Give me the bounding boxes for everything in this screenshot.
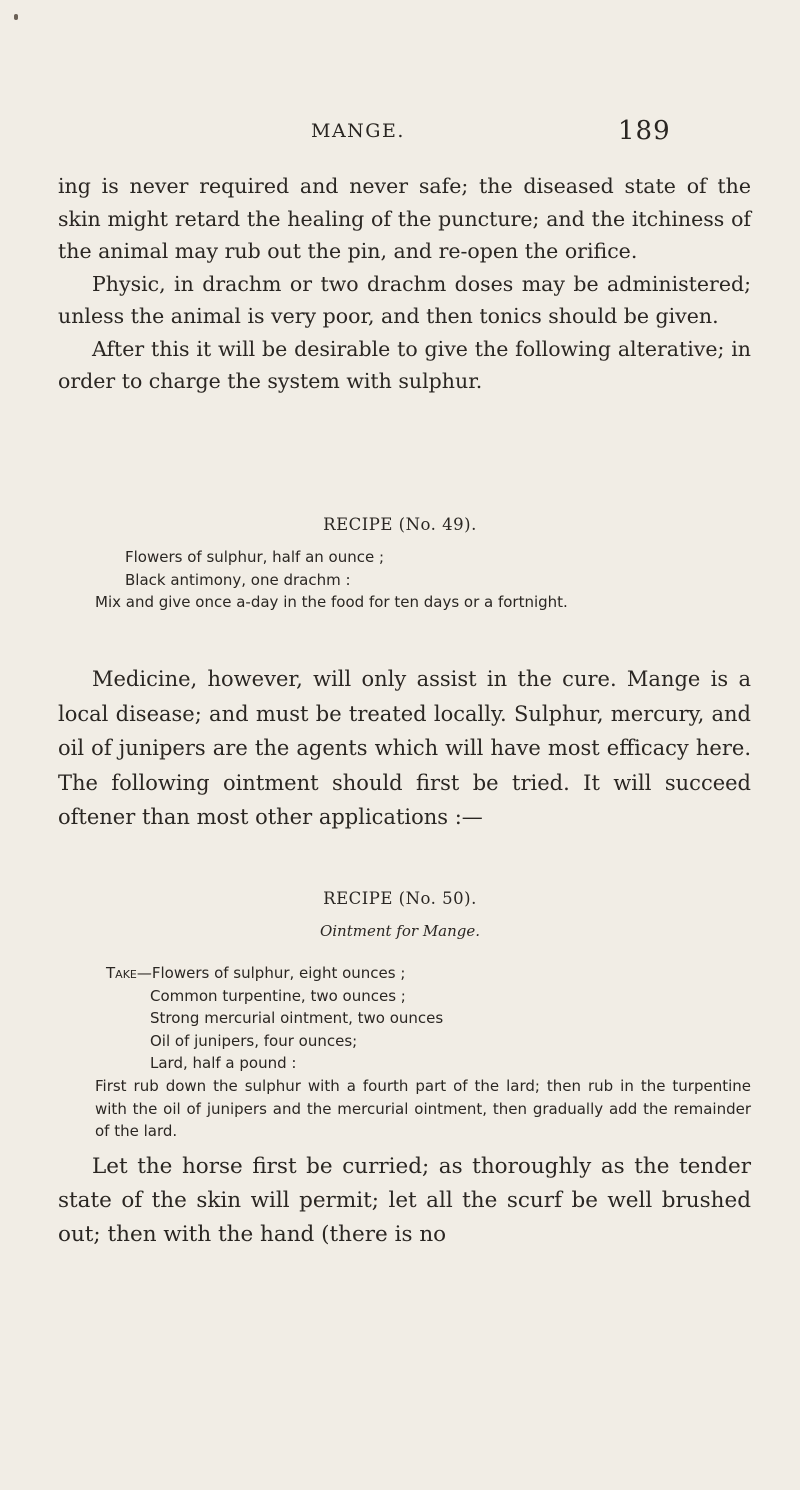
print-speck <box>14 14 18 20</box>
recipe-50-first-line: —Flowers of sulphur, eight ounces ; <box>136 964 406 982</box>
recipe-50-title: RECIPE (No. 50). <box>323 889 477 908</box>
paragraph-medicine: Medicine, however, will only assist in the cure. Mange is a local disease; and must be treated locally. Sulphur, mercury, and oil of junipers are the agents which will have most efficacy here. The following ointment should first be tried. It will succeed oftener than most other applications :— <box>58 667 751 829</box>
recipe-50-directions-text: First rub down the sulphur with a fourth part of the lard; then rub in the turpentine with the oil of junipers and the mercurial ointment, then gradually add the remainder of the lard. <box>95 1077 751 1140</box>
recipe-50-line: Lard, half a pound : <box>150 1054 297 1072</box>
recipe-49-body <box>95 546 568 614</box>
body-text-middle <box>58 662 751 835</box>
page-header <box>0 116 800 152</box>
recipe-50-subtitle: Ointment for Mange. <box>319 922 481 940</box>
recipe-50-ingredients <box>58 962 443 1075</box>
body-text-bottom <box>58 1150 751 1252</box>
recipe-50-line: Oil of junipers, four ounces; <box>150 1031 358 1050</box>
recipe-50-directions <box>95 1075 751 1143</box>
recipe-49-line: Mix and give once a-day in the food for ten days or a fortnight. <box>95 593 568 611</box>
paragraph-physic: Physic, in drachm or two drachm doses may be administered; unless the animal is very poor, and then tonics should be given. <box>58 271 751 328</box>
take-word: Take <box>106 964 137 982</box>
recipe-49-line: Flowers of sulphur, half an ounce ; <box>125 548 385 566</box>
page-number: 189 <box>618 116 671 146</box>
recipe-50-line: Strong mercurial ointment, two ounces <box>150 1009 444 1027</box>
body-text-top <box>58 170 751 398</box>
recipe-50-line <box>106 962 443 985</box>
running-head: MANGE. <box>311 120 405 142</box>
paragraph-alterative: After this it will be desirable to give the following alterative; in order to charge the system with sulphur. <box>58 336 751 393</box>
recipe-49-title: RECIPE (No. 49). <box>323 515 477 534</box>
paragraph-currying: Let the horse first be curried; as thoroughly as the tender state of the skin will permit; let all the scurf be well brushed out; then with the hand (there is no <box>58 1154 751 1247</box>
recipe-49-line: Black antimony, one drachm : <box>125 570 351 589</box>
recipe-50-line: Common turpentine, two ounces ; <box>150 986 406 1005</box>
paragraph-continuation: ing is never required and never safe; the diseased state of the skin might retard the healing of the puncture; and the itchiness of the animal may rub out the pin, and re-open the orifice. <box>58 174 751 263</box>
